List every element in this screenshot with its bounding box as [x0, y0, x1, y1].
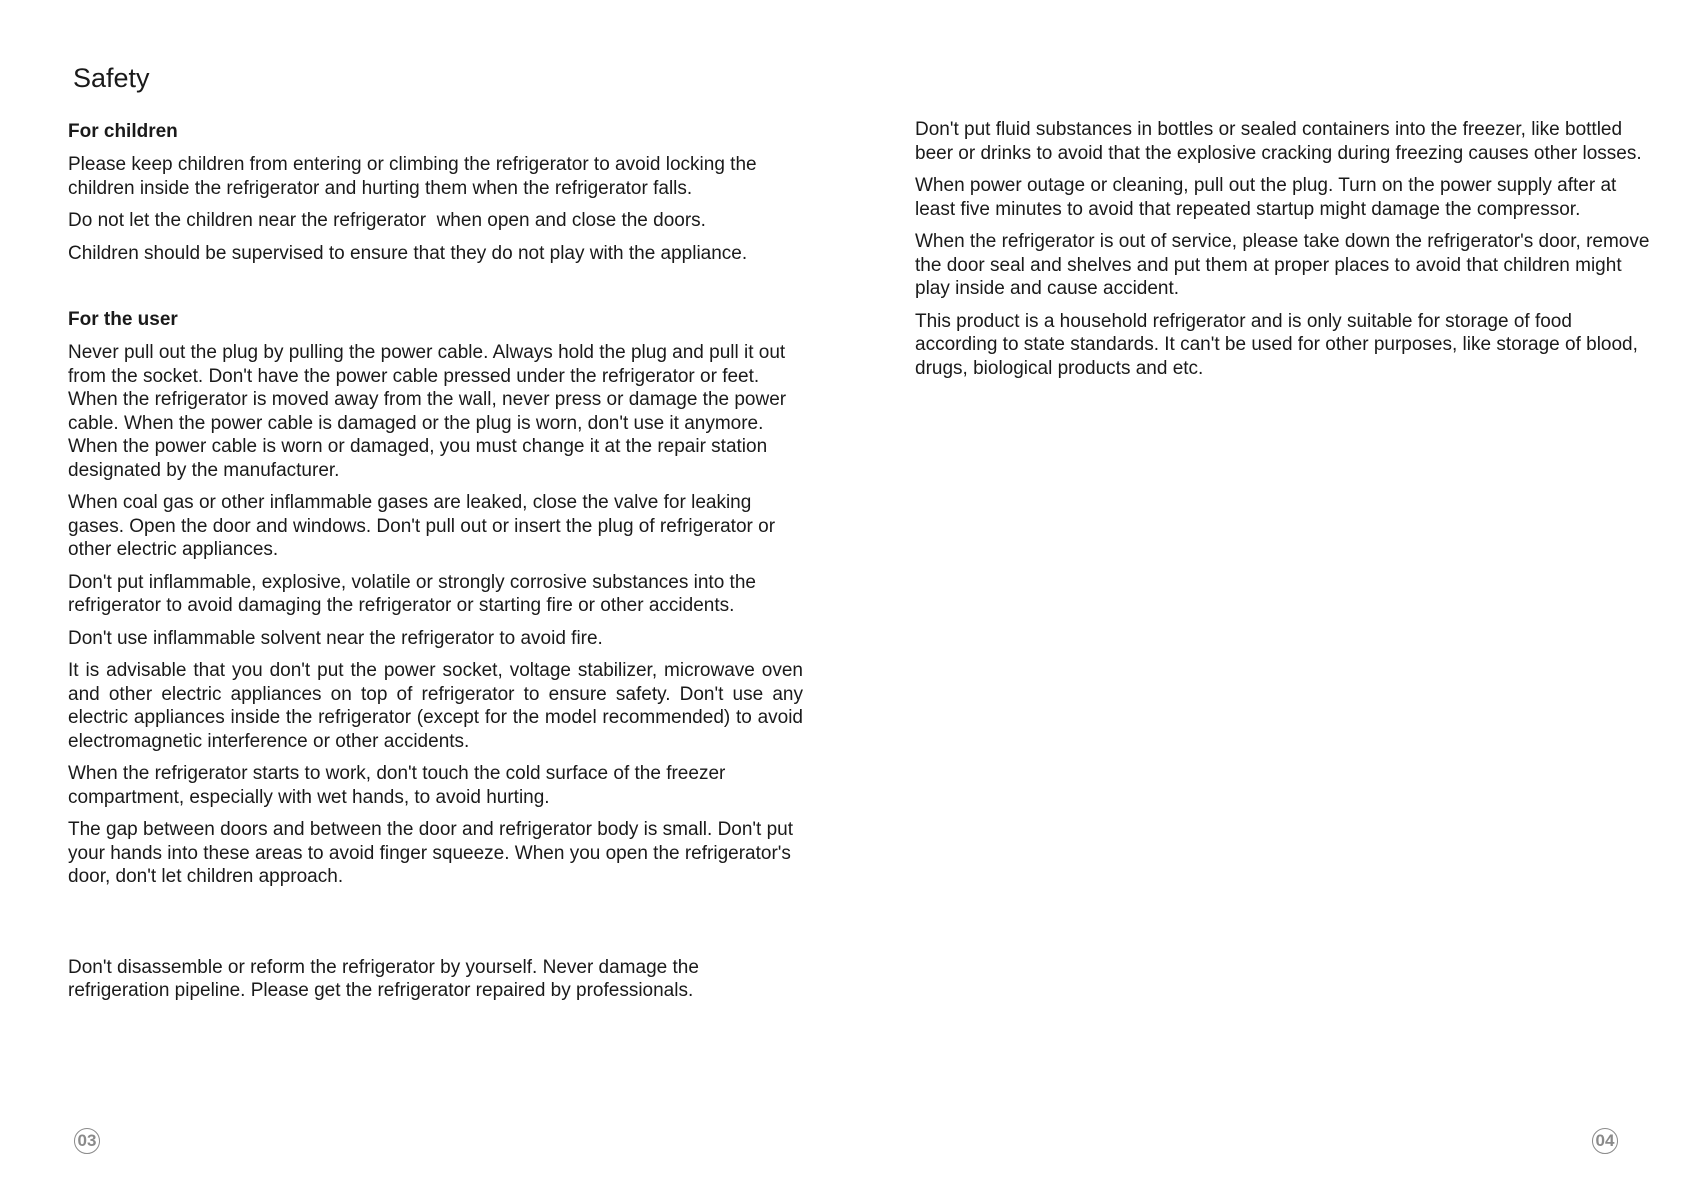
paragraph: The gap between doors and between the door and refrigerator body is small. Don't put your hands into these areas to avoid finger squeeze. When you open the refrigerator's door, don't let children approach.	[68, 819, 794, 887]
section-spacer	[68, 274, 803, 308]
paragraph: This product is a household refrigerator and is only suitable for storage of food according to state standards. It can't be used for other purposes, like storage of blood, drugs, biological products and etc.	[915, 310, 1638, 379]
section-heading-for-the-user: For the user	[68, 309, 178, 330]
paragraph: It is advisable that you don't put the power socket, voltage stabilizer, microwave oven and other electric appliances on top of refrigerator to ensure safety. Don't use any electric appliances inside the refrigerator (except for the model recommended) to avoid electromagnetic interference or other accidents.	[68, 660, 803, 752]
section-heading-for-children: For children	[68, 121, 178, 142]
section-for-children	[68, 120, 803, 265]
section-for-the-user	[68, 308, 803, 1003]
paragraph: When the refrigerator is out of service, please take down the refrigerator's door, remove the door seal and shelves and put them at proper places to avoid that children might play inside and cause accident.	[915, 231, 1650, 299]
left-column	[68, 120, 803, 1012]
paragraph: Never pull out the plug by pulling the power cable. Always hold the plug and pull it out from the socket. Don't have the power cable pressed under the refrigerator or feet. When the refrigerator is moved away from the wall, never press or damage the power cable. When the power cable is damaged or the plug is worn, don't use it anymore. When the power cable is worn or damaged, you must change it at the repair station designated by the manufacturer.	[68, 342, 787, 481]
paragraph: Children should be supervised to ensure that they do not play with the appliance.	[68, 242, 748, 264]
paragraph: Don't use inflammable solvent near the refrigerator to avoid fire.	[68, 627, 603, 649]
paragraph: Please keep children from entering or climbing the refrigerator to avoid locking the children inside the refrigerator and hurting them when the refrigerator falls.	[68, 154, 757, 199]
paragraph: When the refrigerator starts to work, don't touch the cold surface of the freezer compartment, especially with wet hands, to avoid hurting.	[68, 763, 726, 808]
page-number-right: 04	[1592, 1128, 1618, 1154]
paragraph: Do not let the children near the refrigerator when open and close the doors.	[68, 210, 706, 231]
paragraph: Don't disassemble or reform the refrigerator by yourself. Never damage the refrigeration pipeline. Please get the refrigerator repaired by professionals.	[68, 956, 699, 1001]
page-number-left: 03	[74, 1128, 100, 1154]
paragraph: When coal gas or other inflammable gases are leaked, close the valve for leaking gases. Open the door and windows. Don't pull out or insert the plug of refrigerator or other electric appliances.	[68, 492, 776, 560]
paragraph: Don't put fluid substances in bottles or sealed containers into the freezer, like bottled beer or drinks to avoid that the explosive cracking during freezing causes other losses.	[915, 119, 1642, 164]
right-column	[915, 118, 1655, 389]
paragraph: Don't put inflammable, explosive, volatile or strongly corrosive substances into the refrigerator to avoid damaging the refrigerator or starting fire or other accidents.	[68, 571, 756, 616]
paragraph-spacer	[68, 898, 803, 956]
page-title: Safety	[73, 63, 150, 93]
paragraph: When power outage or cleaning, pull out the plug. Turn on the power supply after at least five minutes to avoid that repeated startup might damage the compressor.	[915, 175, 1617, 220]
